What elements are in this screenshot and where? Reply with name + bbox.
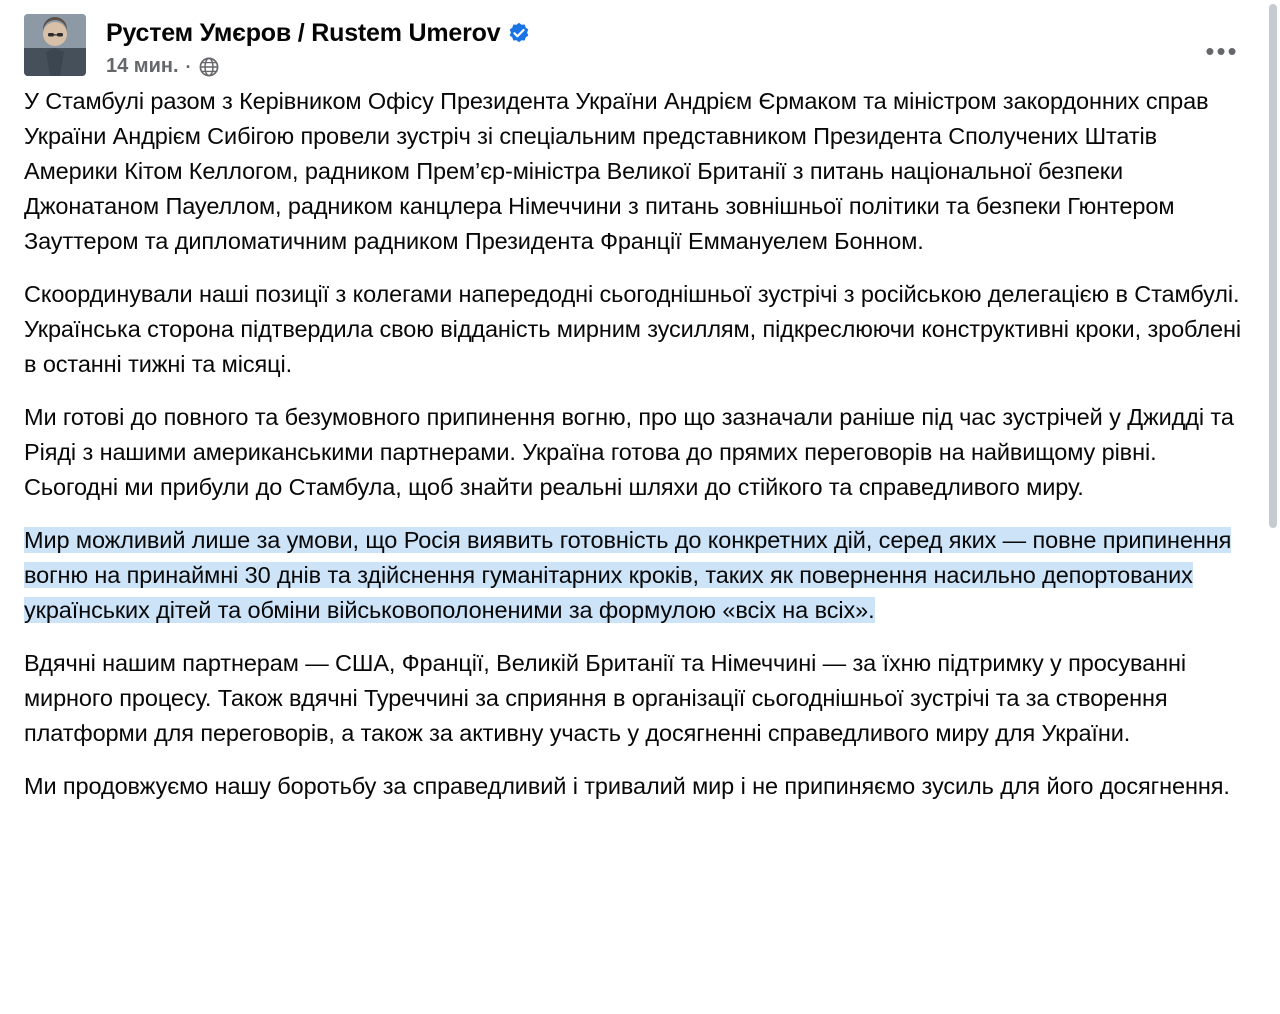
post-body: [18, 84, 1280, 804]
post-paragraph: У Стамбулі разом з Керівником Офісу Президента України Андрієм Єрмаком та міністром закордонних справ України Андрієм Сибігою провели зустріч зі спеціальним представником Президента Сполучених Штатів Америки Кітом Келлогом, радником Прем’єр-міністра Великої Британії з питань національної безпеки Джонатаном Пауеллом, радником канцлера Німеччини з питань зовнішньої політики та безпеки Гюнтером Зауттером та дипломатичним радником Президента Франції Еммануелем Бонном.: [24, 88, 1209, 254]
globe-icon[interactable]: [199, 57, 219, 77]
post-timestamp[interactable]: 14 мин.: [106, 55, 179, 77]
post-paragraph: Ми готові до повного та безумовного припинення вогню, про що зазначали раніше під час зустрічей у Джидді та Ріяді з нашими американськими партнерами. Україна готова до прямих переговорів на найвищому рівні. Сьогодні ми прибули до Стамбула, щоб знайти реальні шляхи до стійкого та справедливого миру.: [24, 404, 1234, 500]
verified-badge-icon: [508, 22, 530, 44]
avatar[interactable]: [24, 14, 86, 76]
vertical-scrollbar[interactable]: [1266, 0, 1280, 1014]
post-paragraph: Скоординували наші позиції з колегами напередодні сьогоднішньої зустрічі з російською делегацією в Стамбулі. Українська сторона підтвердила свою відданість мирним зусиллям, підкреслюючи конструктивні кроки, зроблені в останні тижні та місяці.: [24, 281, 1241, 377]
post-paragraph: Вдячні нашим партнерам — США, Франції, Великій Британії та Німеччині — за їхню підтримку у просуванні мирного процесу. Також вдячні Туреччині за сприяння в організації сьогоднішньої зустрічі та за створення платформи для переговорів, а також за активну участь у досягненні справедливого миру для України.: [24, 650, 1186, 746]
post-paragraph-highlighted: [24, 523, 1246, 628]
post-paragraph: Ми продовжуємо нашу боротьбу за справедливий і тривалий мир і не припиняємо зусиль для його досягнення.: [24, 773, 1230, 799]
header-text: [106, 14, 1280, 78]
highlighted-text: Мир можливий лише за умови, що Росія виявить готовність до конкретних дій, серед яких — повне припинення вогню на принаймні 30 днів та здійснення гуманітарних кроків, таких як повернення насильно депортованих українських дітей та обміни військовополоненими за формулою «всіх на всіх».: [24, 527, 1232, 623]
post-meta: [106, 55, 1280, 78]
post-header: [18, 0, 1280, 84]
author-name[interactable]: Рустем Умєров / Rustem Umerov: [106, 19, 501, 47]
left-gutter: [0, 0, 18, 1014]
scrollbar-thumb[interactable]: [1269, 4, 1277, 528]
post-more-options-button[interactable]: •••: [1205, 36, 1239, 66]
author-row: [106, 18, 1280, 48]
meta-separator: ·: [185, 56, 192, 77]
facebook-post: [18, 0, 1280, 1014]
